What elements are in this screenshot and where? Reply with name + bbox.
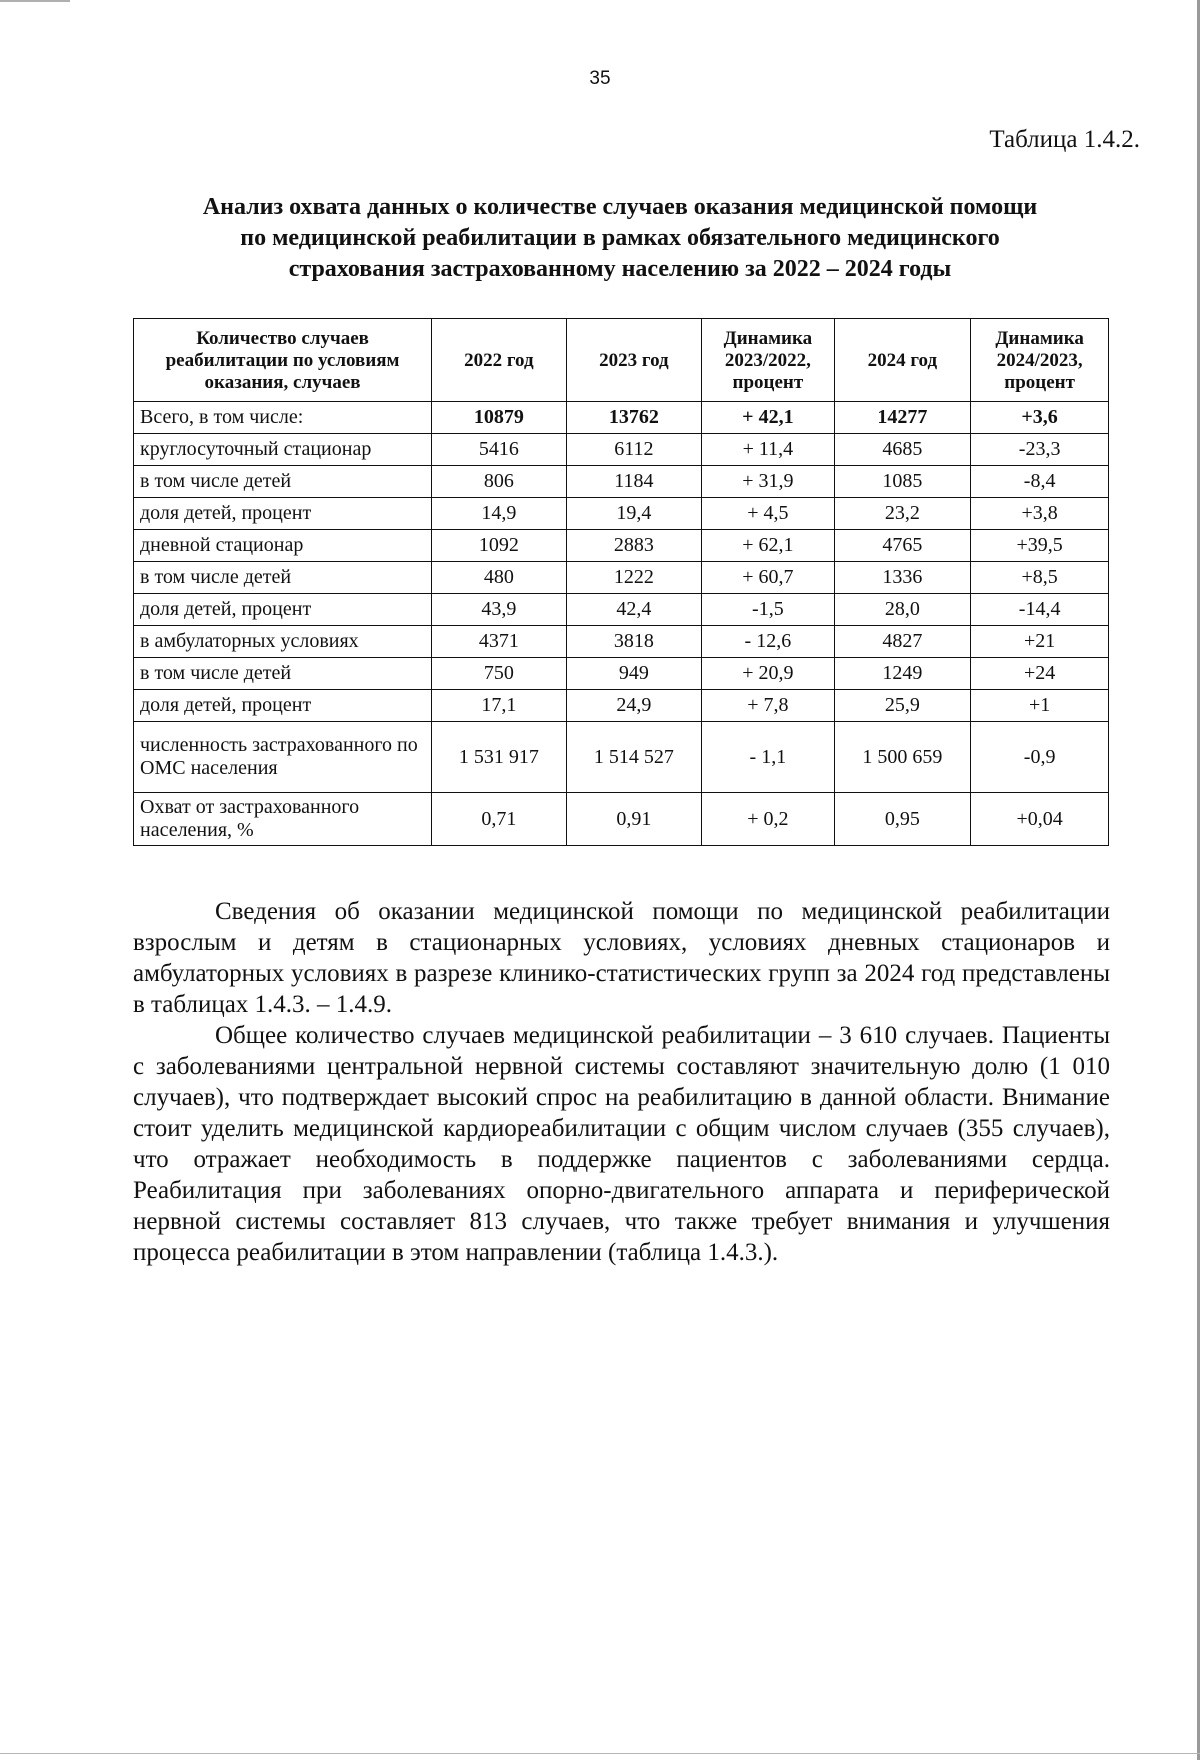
cell-dynamics-2024: +39,5 (971, 530, 1109, 562)
title-line: по медицинской реабилитации в рамках обязательного медицинского (240, 225, 1000, 251)
cell-dynamics-2024: +1 (971, 690, 1109, 722)
cell-dynamics-2023: + 11,4 (702, 434, 834, 466)
row-label: в амбулаторных условиях (134, 626, 432, 658)
table-row (134, 793, 1109, 846)
header-cell-dynamics-2023-2022: Динамика 2023/2022, процент (702, 319, 834, 402)
paragraph: Общее количество случаев медицинской реабилитации – 3 610 случаев. Пациенты с заболеваниями центральной нервной системы составляют значительную долю (1 010 случаев), что подтверждает высокий спрос на реабилитацию в данной области. Внимание стоит уделить медицинской кардиореабилитации с общим числом случаев (355 случаев), что отражает необходимость в поддержке пациентов с заболеваниями сердца. Реабилитация при заболеваниях опорно-двигательного аппарата и периферической нервной системы составляет 813 случаев, что также требует внимания и улучшения процесса реабилитации в этом направлении (таблица 1.4.3.). (133, 1022, 1110, 1266)
cell-2022: 750 (432, 658, 567, 690)
table-row (134, 498, 1109, 530)
cell-dynamics-2023: + 31,9 (702, 466, 834, 498)
cell-2024: 1085 (834, 466, 971, 498)
row-label: в том числе детей (134, 562, 432, 594)
row-label: в том числе детей (134, 466, 432, 498)
page-number: 35 (589, 68, 611, 89)
document-title (130, 192, 1110, 285)
row-label: численность застрахованного по ОМС населения (134, 722, 432, 793)
header-cell-dynamics-2024-2023: Динамика 2024/2023, процент (971, 319, 1109, 402)
rehabilitation-cases-table (133, 318, 1109, 846)
cell-2022: 806 (432, 466, 567, 498)
cell-2024: 4765 (834, 530, 971, 562)
cell-2023: 1184 (566, 466, 702, 498)
cell-2024: 1336 (834, 562, 971, 594)
cell-2024: 25,9 (834, 690, 971, 722)
cell-dynamics-2023: + 7,8 (702, 690, 834, 722)
cell-dynamics-2023: + 20,9 (702, 658, 834, 690)
scan-edge-top (0, 0, 70, 2)
cell-2024: 23,2 (834, 498, 971, 530)
cell-dynamics-2024: -14,4 (971, 594, 1109, 626)
cell-2024: 4685 (834, 434, 971, 466)
cell-dynamics-2023: + 60,7 (702, 562, 834, 594)
cell-2022: 5416 (432, 434, 567, 466)
cell-2023: 3818 (566, 626, 702, 658)
row-label: доля детей, процент (134, 498, 432, 530)
row-label: дневной стационар (134, 530, 432, 562)
cell-dynamics-2024: +0,04 (971, 793, 1109, 846)
table-row (134, 530, 1109, 562)
row-label: доля детей, процент (134, 690, 432, 722)
row-label: в том числе детей (134, 658, 432, 690)
cell-dynamics-2023: - 12,6 (702, 626, 834, 658)
table-row (134, 562, 1109, 594)
header-cell-2023: 2023 год (566, 319, 702, 402)
scan-edge-bottom (0, 1753, 1200, 1754)
cell-2022: 480 (432, 562, 567, 594)
cell-dynamics-2024: +8,5 (971, 562, 1109, 594)
cell-2023: 1 514 527 (566, 722, 702, 793)
header-cell-2024: 2024 год (834, 319, 971, 402)
cell-dynamics-2024: +24 (971, 658, 1109, 690)
cell-2023: 1222 (566, 562, 702, 594)
cell-dynamics-2023: + 42,1 (702, 402, 834, 434)
cell-2024: 1 500 659 (834, 722, 971, 793)
table-row (134, 434, 1109, 466)
table-row (134, 466, 1109, 498)
cell-2023: 949 (566, 658, 702, 690)
header-cell-category: Количество случаев реабилитации по условиям оказания, случаев (134, 319, 432, 402)
cell-2022: 4371 (432, 626, 567, 658)
cell-2023: 2883 (566, 530, 702, 562)
cell-2022: 10879 (432, 402, 567, 434)
body-text (133, 896, 1110, 1268)
cell-dynamics-2023: -1,5 (702, 594, 834, 626)
cell-dynamics-2024: -23,3 (971, 434, 1109, 466)
header-cell-2022: 2022 год (432, 319, 567, 402)
title-line: Анализ охвата данных о количестве случаев оказания медицинской помощи (202, 194, 1038, 220)
cell-2024: 14277 (834, 402, 971, 434)
cell-dynamics-2023: + 62,1 (702, 530, 834, 562)
cell-2024: 4827 (834, 626, 971, 658)
cell-dynamics-2023: - 1,1 (702, 722, 834, 793)
row-label: круглосуточный стационар (134, 434, 432, 466)
row-label: Охват от застрахованного населения, % (134, 793, 432, 846)
row-label: доля детей, процент (134, 594, 432, 626)
table-caption: Таблица 1.4.2. (989, 126, 1140, 153)
cell-2023: 42,4 (566, 594, 702, 626)
cell-2023: 19,4 (566, 498, 702, 530)
cell-dynamics-2023: + 0,2 (702, 793, 834, 846)
cell-2022: 14,9 (432, 498, 567, 530)
cell-2022: 1092 (432, 530, 567, 562)
cell-2024: 0,95 (834, 793, 971, 846)
cell-dynamics-2024: +3,8 (971, 498, 1109, 530)
table-row (134, 722, 1109, 793)
cell-2022: 17,1 (432, 690, 567, 722)
cell-2024: 28,0 (834, 594, 971, 626)
cell-dynamics-2024: +21 (971, 626, 1109, 658)
table-row (134, 658, 1109, 690)
row-label: Всего, в том числе: (134, 402, 432, 434)
cell-2022: 1 531 917 (432, 722, 567, 793)
cell-2023: 24,9 (566, 690, 702, 722)
cell-dynamics-2023: + 4,5 (702, 498, 834, 530)
cell-2023: 13762 (566, 402, 702, 434)
title-line: страхования застрахованному населению за 2022 – 2024 годы (288, 256, 952, 282)
table-row (134, 594, 1109, 626)
cell-2024: 1249 (834, 658, 971, 690)
cell-2022: 0,71 (432, 793, 567, 846)
table-row (134, 626, 1109, 658)
cell-dynamics-2024: -0,9 (971, 722, 1109, 793)
cell-dynamics-2024: +3,6 (971, 402, 1109, 434)
table-row (134, 402, 1109, 434)
cell-dynamics-2024: -8,4 (971, 466, 1109, 498)
cell-2023: 6112 (566, 434, 702, 466)
table-header-row (134, 319, 1109, 402)
table-row (134, 690, 1109, 722)
cell-2023: 0,91 (566, 793, 702, 846)
paragraph: Сведения об оказании медицинской помощи по медицинской реабилитации взрослым и детям в стационарных условиях, условиях дневных стационаров и амбулаторных условиях в разрезе клинико-статистических групп за 2024 год представлены в таблицах 1.4.3. – 1.4.9. (133, 898, 1110, 1018)
cell-2022: 43,9 (432, 594, 567, 626)
